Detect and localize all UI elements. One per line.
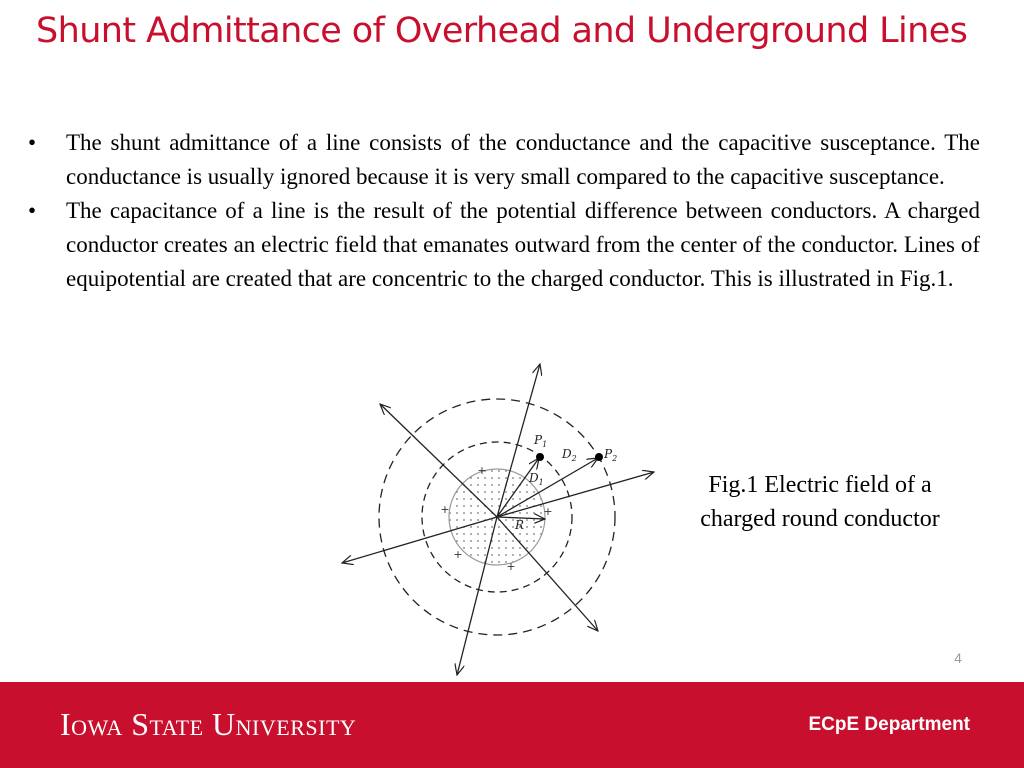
label-p2: $P_2$ — [604, 447, 618, 463]
point-p1 — [536, 453, 544, 461]
bullet-text: The capacitance of a line is the result of the potential difference between conductors. A charged conductor creates an electric field that emanates outward from the center of the conductor. Lines of equipotential are created that are concentric to the charged conductor. This is illustrated in Fig.1. — [66, 198, 980, 291]
field-line-arrow — [380, 404, 497, 517]
bullet-marker: • — [28, 198, 37, 223]
bullet-list — [28, 126, 980, 296]
plus-sign: + — [440, 503, 450, 516]
plus-sign: + — [453, 548, 463, 561]
point-p2 — [595, 453, 603, 461]
plus-sign: + — [543, 505, 553, 518]
label-d1: $D_1$ — [529, 471, 544, 487]
field-line-arrow — [497, 517, 598, 631]
label-r: R — [515, 518, 525, 532]
footer-bar — [0, 682, 1024, 768]
bullet-text: The shunt admittance of a line consists of the conductance and the capacitive susceptance. The conductance is usually ignored because it is very small compared to the capacitive susceptance. — [66, 130, 980, 189]
label-d2: $D_2$ — [562, 447, 577, 463]
figure-caption: Fig.1 Electric field of a charged round conductor — [700, 472, 940, 532]
slide-title: Shunt Admittance of Overhead and Underground Lines — [36, 11, 968, 51]
university-logo: Iowa State University — [60, 706, 357, 742]
electric-field-figure — [330, 356, 670, 680]
plus-sign: + — [477, 464, 487, 477]
page-number: 4 — [954, 650, 962, 666]
bullet-item — [28, 194, 980, 296]
plus-sign: + — [506, 560, 516, 573]
department-label: ECpE Department — [808, 714, 970, 735]
label-p1: $P_1$ — [534, 433, 548, 449]
bullet-marker: • — [28, 130, 37, 155]
bullet-item — [28, 126, 980, 194]
